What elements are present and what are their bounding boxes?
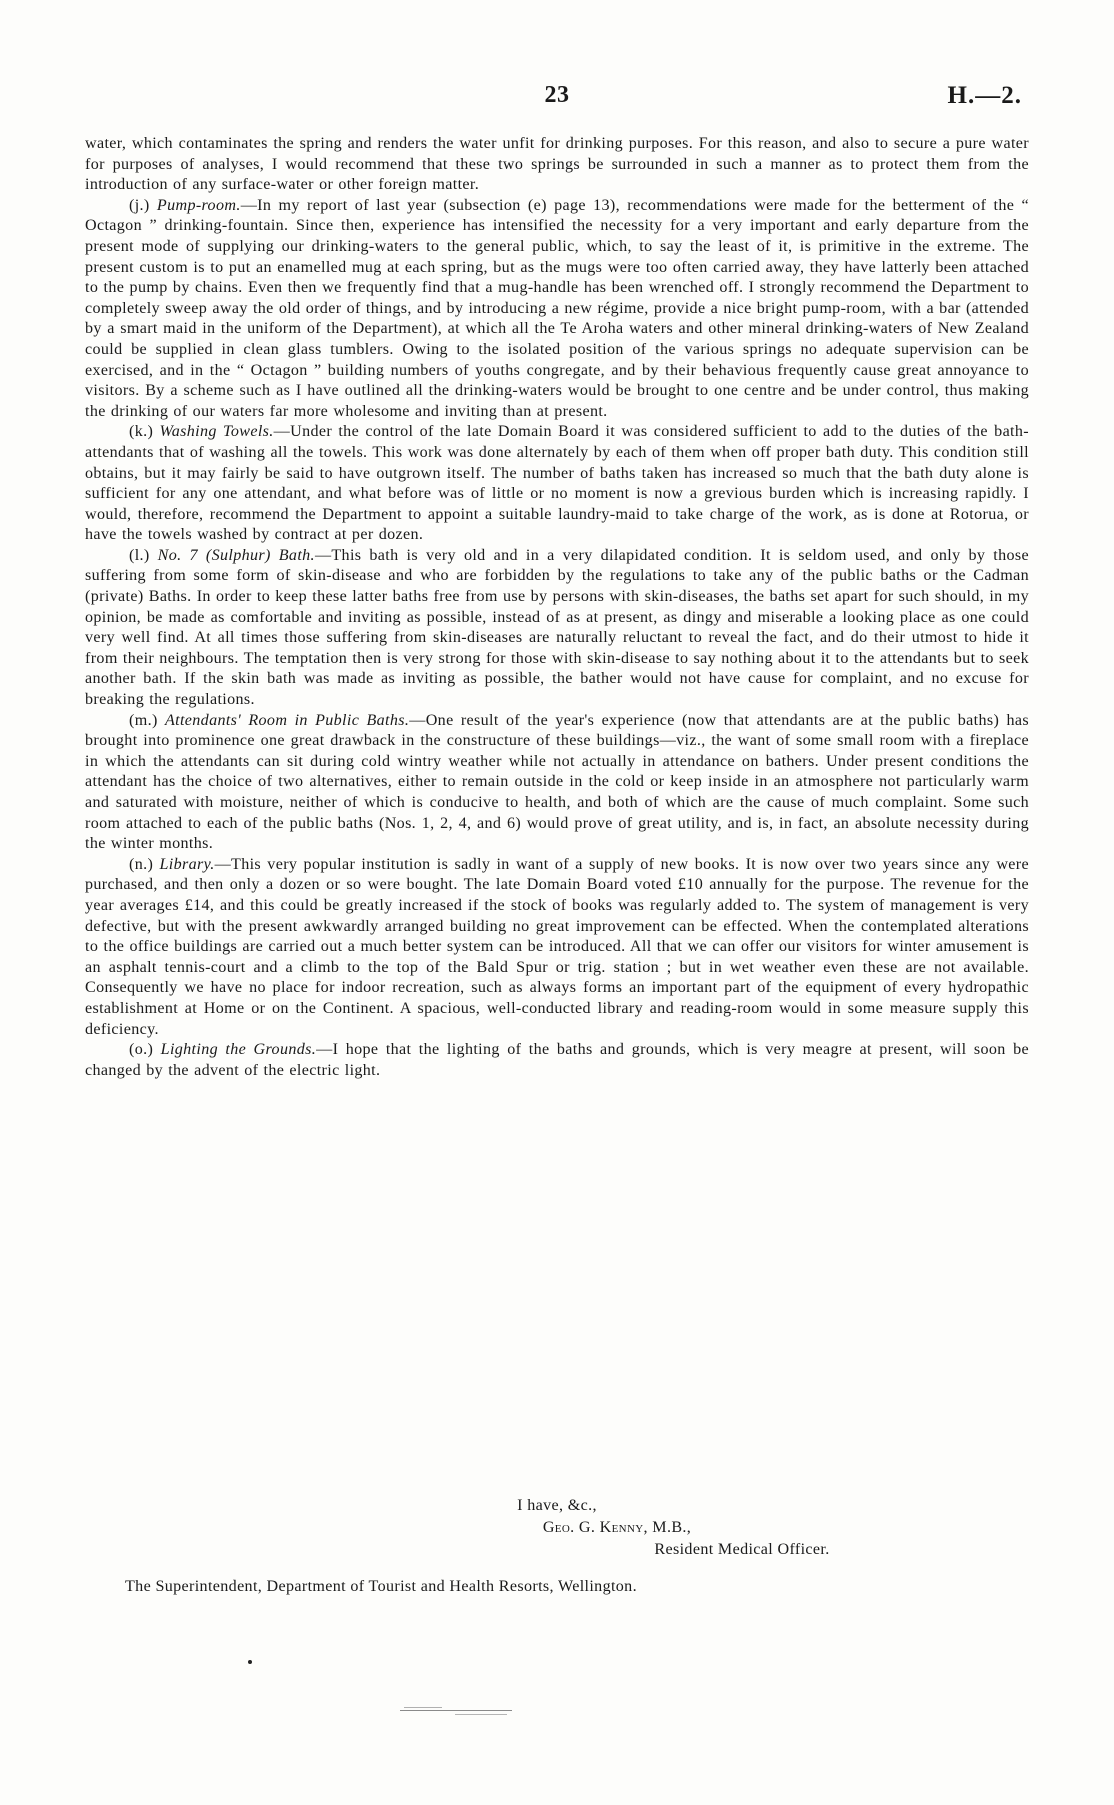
page-header (0, 82, 1114, 116)
paragraph-label-o: (o.) (129, 1041, 154, 1059)
paragraph-water-contamination: water, which contaminates the spring and renders the water unfit for drinking purposes. For this reason, and also to secure a pure water for purposes of analyses, I would recommend that these two springs be surrounded in such a manner as to protect them from the introduction of any surface-water or other foreign matter. (85, 135, 1029, 194)
footer-rule (0, 1706, 1114, 1716)
paragraph-body-washing-towels: —Under the control of the late Domain Board it was considered sufficient to add to the duties of the bath-attendants that of washing all the towels. This work was done alternately by each of them when off proper bath duty. This condition still obtains, but it may fairly be said to have outgrown itself. The number of baths taken has increased so much that the bath duty alone is sufficient for any one attendant, and what before was of little or no moment is now a grevious burden which is increasing rapidly. I would, therefore, recommend the Department to appoint a suitable laundry-maid to take charge of the work, as is done at Rotorua, or have the towels washed by contract at per dozen. (85, 423, 1029, 544)
paragraph-title-pump-room: Pump-room. (156, 196, 241, 214)
paragraph-lighting-grounds (85, 1040, 1029, 1081)
body-text (85, 134, 1029, 1081)
addressee-line: The Superintendent, Department of Tourist and Health Resorts, Wellington. (125, 1578, 637, 1595)
document-reference: H.—2. (947, 82, 1022, 109)
paragraph-label-k: (k.) (129, 423, 154, 441)
footer-rule-line (400, 1710, 512, 1711)
paragraph-title-sulphur-bath: No. 7 (Sulphur) Bath. (157, 546, 315, 564)
paragraph-title-attendants-room: Attendants' Room in Public Baths. (164, 711, 410, 729)
paragraph-body-attendants-room: —One result of the year's experience (now that attendants are at the public baths) has brought into prominence one great drawback in the constructure of these buildings—viz., the want of some small room with a fireplace in which the attendants can sit during cold wintry weather while not actually in attendance on bathers. Under present conditions the attendant has the choice of two alternatives, either to remain outside in the cold or keep inside in an atmosphere not particularly warm and saturated with moisture, neither of which is conducive to health, and both of which are the cause of much complaint. Some such room attached to each of the public baths (Nos. 1, 2, 4, and 6) would prove of great utility, and is, in fact, an absolute necessity during the winter months. (85, 711, 1029, 853)
signature-title: Resident Medical Officer. (654, 1541, 830, 1558)
footer-rule-dash-left (404, 1707, 442, 1708)
page-number: 23 (544, 82, 570, 108)
paragraph-label-m: (m.) (129, 711, 158, 729)
paragraph-body-library: —This very popular institution is sadly in want of a supply of new books. It is now over two years since any were purchased, and then only a dozen or so were bought. The late Domain Board voted £10 annually for the purpose. The revenue for the year averages £14, and this could be greatly increased if the stock of books was regularly added to. The system of management is very defective, but with the present awkwardly arranged building no great improvement can be effected. When the contemplated alterations to the office buildings are carried out a much better system can be introduced. All that we can offer our visitors for winter amusement is an asphalt tennis-court and a climb to the top of the Bald Spur or trig. station ; but in wet weather even these are not available. Consequently we have no place for indoor recreation, such as always forms an important part of the equipment of every hydropathic establishment at Home or on the Continent. A spacious, well-conducted library and reading-room would in some measure supply this deficiency. (85, 855, 1029, 1038)
paragraph-label-j: (j.) (129, 196, 150, 214)
paragraph-attendants-room (85, 711, 1029, 855)
paragraph-title-lighting-grounds: Lighting the Grounds. (160, 1041, 317, 1059)
paragraph-washing-towels (85, 422, 1029, 546)
paragraph-body-pump-room: —In my report of last year (subsection (e) page 13), recommendations were made for the betterment of the “ Octagon ” drinking-fountain. Since then, experience has intensified the necessity for a very important and early departure from the present mode of supplying our drinking-waters to the general public, which, to say the least of it, is primitive in the extreme. The present custom is to put an enamelled mug at each spring, but as the mugs were too often carried away, they have latterly been attached to the pump by chains. Even then we frequently find that a mug-handle has been wrenched off. I strongly recommend the Department to completely sweep away the old order of things, and by introducing a new régime, provide a nice bright pump-room, with a bar (attended by a smart maid in the uniform of the Department), at which all the Te Aroha waters and other mineral drinking-waters of New Zealand could be supplied in clean glass tumblers. Owing to the isolated position of the various springs no adequate supervision can be exercised, and in the “ Octagon ” building numbers of youths congregate, and by their behavious frequently cause great annoyance to visitors. By a scheme such as I have outlined all the drinking-waters would be brought to one centre and be under control, thus making the drinking of our waters far more wholesome and inviting than at present. (85, 196, 1029, 420)
paragraph-label-n: (n.) (129, 855, 154, 873)
paragraph-body-lighting-grounds: —I hope that the lighting of the baths and grounds, which is very meagre at present, will soon be changed by the advent of the electric light. (85, 1041, 1029, 1079)
paragraph-body-sulphur-bath: —This bath is very old and in a very dilapidated condition. It is seldom used, and only by those suffering from some form of skin-disease and who are forbidden by the regulations to take any of the public baths or the Cadman (private) Baths. In order to keep these latter baths free from use by persons with skin-diseases, the baths set apart for such should, in my opinion, be made as comfortable and inviting as possible, instead of as at present, as dingy and miserable a looking place as one could very well find. At all times those suffering from skin-diseases are naturally reluctant to reveal the fact, and do their utmost to hide it from their neighbours. The temptation then is very strong for those with skin-disease to say nothing about it to the attendants but to seek another bath. If the skin bath was made as inviting as possible, the bather would not have cause for complaint, and no excuse for breaking the regulations. (85, 546, 1029, 709)
footer-rule-dash-right (455, 1714, 507, 1715)
paragraph-pump-room (85, 196, 1029, 423)
paragraph-sulphur-bath (85, 546, 1029, 711)
paragraph-library (85, 855, 1029, 1040)
paragraph-title-library: Library. (159, 855, 215, 873)
paragraph-label-l: (l.) (129, 546, 150, 564)
valediction: I have, &c., (517, 1497, 597, 1514)
stray-ink-dot (248, 1660, 252, 1664)
signature-name: Geo. G. Kenny, M.B., (542, 1519, 692, 1536)
paragraph-title-washing-towels: Washing Towels. (159, 423, 274, 441)
